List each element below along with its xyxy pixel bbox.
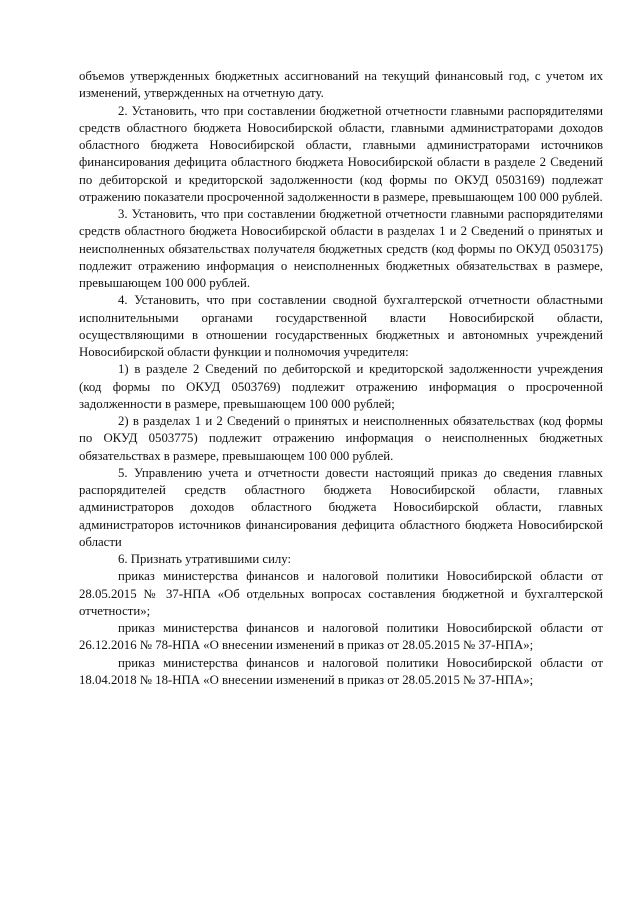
paragraph-5: 5. Управлению учета и отчетности довести настоящий приказ до сведения главных распорядителей средств областного бюджета Новосибирской области, главных администраторов доходов областного бюджета Новосибирской области, главных администраторов источников финансирования дефицита областного бюджета Новосибирской области	[79, 465, 603, 549]
paragraph-continuation: объемов утвержденных бюджетных ассигнований на текущий финансовый год, с учетом их изменений, утвержденных на отчетную дату.	[79, 69, 603, 101]
paragraph-2: 2. Установить, что при составлении бюджетной отчетности главными распорядителями средств областного бюджета Новосибирской области, главными администраторами доходов областного бюджета Новосибирской области, главными администраторами источников финансирования дефицита областного бюджета Новосибирской области в разделе 2 Сведений по дебиторской и кредиторской задолженности (код формы по ОКУД 0503169) подлежат отражению показатели просроченной задолженности в размере, превышающем 100 000 рублей.	[79, 103, 603, 204]
paragraph-3: 3. Установить, что при составлении бюджетной отчетности главными распорядителями средств областного бюджета Новосибирской области в разделах 1 и 2 Сведений о принятых и неисполненных обязательствах получателя бюджетных средств (код формы по ОКУД 0503175) подлежит отражению информация о неисполненных бюджетных обязательствах в размере, превышающем 100 000 рублей.	[79, 207, 603, 290]
paragraph-4-item-2: 2) в разделах 1 и 2 Сведений о принятых и неисполненных обязательствах (код формы по ОКУД 0503775) подлежит отражению информация о неисполненных бюджетных обязательствах в размере, превышающем 100 000 рублей.	[79, 414, 603, 463]
repealed-order-1: приказ министерства финансов и налоговой политики Новосибирской области от 28.05.2015 № 37-НПА «Об отдельных вопросах составления бюджетной и бухгалтерской отчетности»;	[79, 569, 603, 618]
paragraph-4: 4. Установить, что при составлении сводной бухгалтерской отчетности областными исполнительными органами государственной власти Новосибирской области, осуществляющими в отношении государственных бюджетных и автономных учреждений Новосибирской области функции и полномочия учредителя:	[79, 293, 603, 359]
repealed-order-3: приказ министерства финансов и налоговой политики Новосибирской области от 18.04.2018 № 18-НПА «О внесении изменений в приказ от 28.05.2015 № 37-НПА»;	[79, 655, 603, 687]
paragraph-6: 6. Признать утратившими силу:	[118, 552, 292, 566]
document-body	[79, 68, 603, 689]
paragraph-4-item-1: 1) в разделе 2 Сведений по дебиторской и кредиторской задолженности учреждения (код формы по ОКУД 0503769) подлежит отражению информация о просроченной задолженности в размере, превышающем 100 000 рублей;	[79, 362, 603, 411]
repealed-order-2: приказ министерства финансов и налоговой политики Новосибирской области от 26.12.2016 № 78-НПА «О внесении изменений в приказ от 28.05.2015 № 37-НПА»;	[79, 621, 603, 653]
